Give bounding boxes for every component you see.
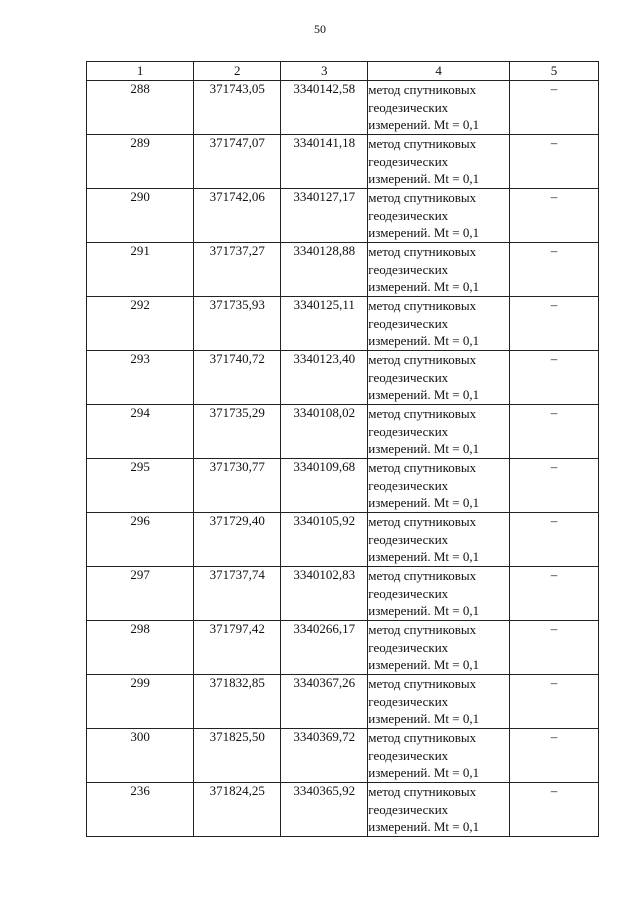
- note-dash: –: [509, 621, 598, 675]
- point-number: 289: [87, 135, 194, 189]
- method-cell: [368, 513, 510, 567]
- method-line: измерений. Mt = 0,1: [368, 441, 480, 456]
- method-line: метод спутниковых: [368, 784, 477, 799]
- method-line: метод спутниковых: [368, 244, 477, 259]
- method-line: измерений. Mt = 0,1: [368, 225, 480, 240]
- coordinate-y: 3340123,40: [281, 351, 368, 405]
- method-line: измерений. Mt = 0,1: [368, 495, 480, 510]
- point-number: 288: [87, 81, 194, 135]
- table-row: [87, 675, 599, 729]
- method-cell: [368, 243, 510, 297]
- point-number: 298: [87, 621, 194, 675]
- method-line: измерений. Mt = 0,1: [368, 387, 480, 402]
- coordinate-y: 3340105,92: [281, 513, 368, 567]
- header-col-4: 4: [368, 62, 510, 81]
- note-dash: –: [509, 405, 598, 459]
- method-line: геодезических: [368, 477, 449, 493]
- method-line: метод спутниковых: [368, 352, 477, 367]
- coordinate-y: 3340365,92: [281, 783, 368, 837]
- table-row: [87, 783, 599, 837]
- method-line: геодезических: [368, 153, 449, 169]
- table-row: [87, 405, 599, 459]
- header-col-3: 3: [281, 62, 368, 81]
- method-line: измерений. Mt = 0,1: [368, 711, 480, 726]
- method-cell: [368, 621, 510, 675]
- point-number: 236: [87, 783, 194, 837]
- point-number: 297: [87, 567, 194, 621]
- method-line: геодезических: [368, 801, 449, 817]
- coordinate-x: 371824,25: [194, 783, 281, 837]
- note-dash: –: [509, 459, 598, 513]
- table-row: [87, 729, 599, 783]
- point-number: 291: [87, 243, 194, 297]
- coordinate-x: 371737,74: [194, 567, 281, 621]
- method-line: измерений. Mt = 0,1: [368, 117, 480, 132]
- coordinate-x: 371729,40: [194, 513, 281, 567]
- point-number: 296: [87, 513, 194, 567]
- note-dash: –: [509, 729, 598, 783]
- method-cell: [368, 135, 510, 189]
- method-line: метод спутниковых: [368, 190, 477, 205]
- method-cell: [368, 459, 510, 513]
- point-number: 294: [87, 405, 194, 459]
- method-line: геодезических: [368, 585, 449, 601]
- method-line: метод спутниковых: [368, 622, 477, 637]
- coordinate-y: 3340128,88: [281, 243, 368, 297]
- table-header: [87, 62, 599, 81]
- coordinate-x: 371797,42: [194, 621, 281, 675]
- header-row: [87, 62, 599, 81]
- coordinate-x: 371740,72: [194, 351, 281, 405]
- note-dash: –: [509, 783, 598, 837]
- method-line: измерений. Mt = 0,1: [368, 549, 480, 564]
- coordinate-x: 371735,93: [194, 297, 281, 351]
- method-line: метод спутниковых: [368, 460, 477, 475]
- note-dash: –: [509, 567, 598, 621]
- method-line: измерений. Mt = 0,1: [368, 765, 480, 780]
- note-dash: –: [509, 675, 598, 729]
- method-line: измерений. Mt = 0,1: [368, 603, 480, 618]
- method-line: геодезических: [368, 207, 449, 223]
- coordinate-y: 3340141,18: [281, 135, 368, 189]
- method-cell: [368, 729, 510, 783]
- coordinate-x: 371747,07: [194, 135, 281, 189]
- table-row: [87, 81, 599, 135]
- method-line: метод спутниковых: [368, 82, 477, 97]
- method-line: метод спутниковых: [368, 568, 477, 583]
- method-line: измерений. Mt = 0,1: [368, 819, 480, 834]
- page-number: 50: [314, 22, 326, 36]
- header-col-5: 5: [509, 62, 598, 81]
- method-line: измерений. Mt = 0,1: [368, 279, 480, 294]
- coordinate-y: 3340266,17: [281, 621, 368, 675]
- note-dash: –: [509, 351, 598, 405]
- note-dash: –: [509, 189, 598, 243]
- method-line: геодезических: [368, 261, 449, 277]
- coordinate-x: 371743,05: [194, 81, 281, 135]
- coordinate-y: 3340108,02: [281, 405, 368, 459]
- coordinate-y: 3340127,17: [281, 189, 368, 243]
- method-line: метод спутниковых: [368, 514, 477, 529]
- point-number: 299: [87, 675, 194, 729]
- method-line: геодезических: [368, 369, 449, 385]
- method-cell: [368, 189, 510, 243]
- coordinate-x: 371742,06: [194, 189, 281, 243]
- table-row: [87, 513, 599, 567]
- note-dash: –: [509, 135, 598, 189]
- method-cell: [368, 783, 510, 837]
- method-line: метод спутниковых: [368, 730, 477, 745]
- point-number: 295: [87, 459, 194, 513]
- coordinate-y: 3340102,83: [281, 567, 368, 621]
- coordinate-x: 371730,77: [194, 459, 281, 513]
- table-row: [87, 621, 599, 675]
- table-row: [87, 567, 599, 621]
- table-row: [87, 189, 599, 243]
- method-cell: [368, 675, 510, 729]
- method-cell: [368, 567, 510, 621]
- table-row: [87, 135, 599, 189]
- table-row: [87, 297, 599, 351]
- header-col-1: 1: [87, 62, 194, 81]
- method-line: метод спутниковых: [368, 406, 477, 421]
- coordinate-x: 371737,27: [194, 243, 281, 297]
- coordinate-x: 371825,50: [194, 729, 281, 783]
- point-number: 290: [87, 189, 194, 243]
- table-row: [87, 459, 599, 513]
- table-row: [87, 351, 599, 405]
- note-dash: –: [509, 243, 598, 297]
- coordinate-y: 3340367,26: [281, 675, 368, 729]
- method-line: геодезических: [368, 639, 449, 655]
- method-line: метод спутниковых: [368, 298, 477, 313]
- method-line: геодезических: [368, 315, 449, 331]
- method-line: метод спутниковых: [368, 676, 477, 691]
- note-dash: –: [509, 81, 598, 135]
- method-cell: [368, 351, 510, 405]
- note-dash: –: [509, 297, 598, 351]
- method-line: геодезических: [368, 423, 449, 439]
- method-line: геодезических: [368, 693, 449, 709]
- coordinate-x: 371735,29: [194, 405, 281, 459]
- coordinate-y: 3340369,72: [281, 729, 368, 783]
- method-line: метод спутниковых: [368, 136, 477, 151]
- point-number: 293: [87, 351, 194, 405]
- coordinate-y: 3340125,11: [281, 297, 368, 351]
- method-cell: [368, 297, 510, 351]
- method-cell: [368, 81, 510, 135]
- coordinates-table: [86, 61, 599, 837]
- coordinate-y: 3340109,68: [281, 459, 368, 513]
- note-dash: –: [509, 513, 598, 567]
- method-line: измерений. Mt = 0,1: [368, 333, 480, 348]
- method-cell: [368, 405, 510, 459]
- point-number: 292: [87, 297, 194, 351]
- method-line: измерений. Mt = 0,1: [368, 171, 480, 186]
- method-line: геодезических: [368, 99, 449, 115]
- method-line: геодезических: [368, 747, 449, 763]
- header-col-2: 2: [194, 62, 281, 81]
- method-line: геодезических: [368, 531, 449, 547]
- table-row: [87, 243, 599, 297]
- coordinate-y: 3340142,58: [281, 81, 368, 135]
- method-line: измерений. Mt = 0,1: [368, 657, 480, 672]
- coordinate-x: 371832,85: [194, 675, 281, 729]
- table-body: [87, 81, 599, 837]
- point-number: 300: [87, 729, 194, 783]
